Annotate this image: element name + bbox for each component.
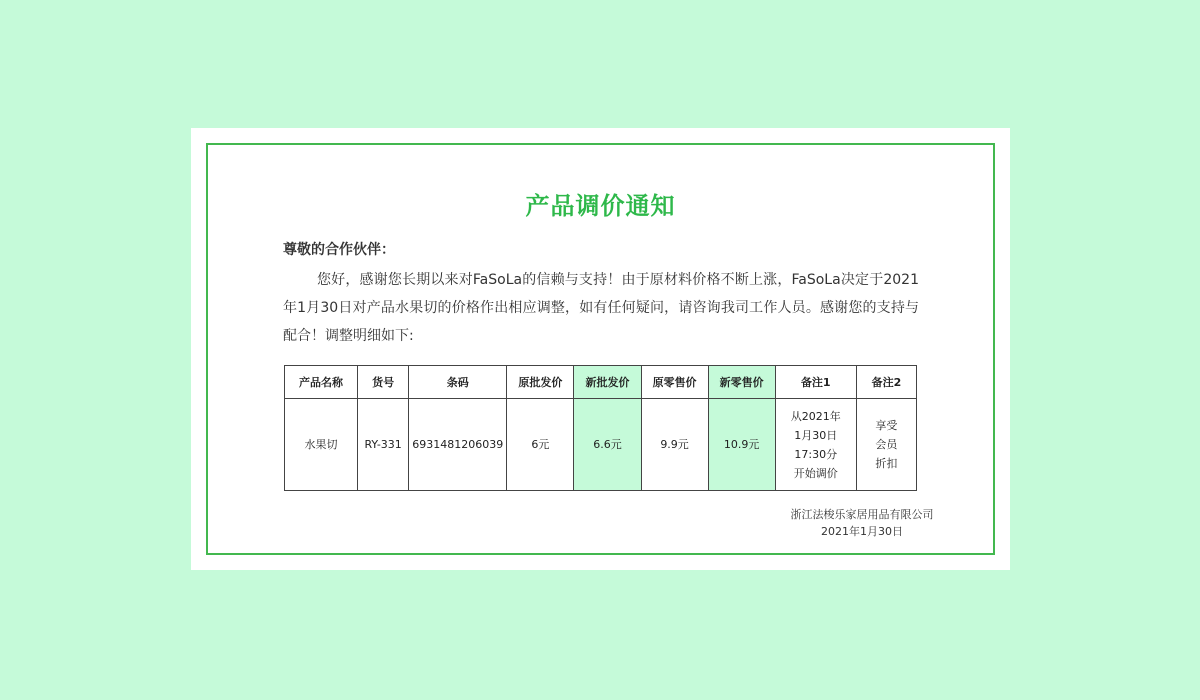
table-row — [285, 399, 917, 491]
header-old-wholesale: 原批发价 — [507, 366, 574, 399]
notice-card — [191, 128, 1010, 570]
note1-line: 1月30日 — [794, 428, 838, 442]
cell-note2 — [856, 399, 916, 491]
cell-sku: RY-331 — [358, 399, 409, 491]
note1-line: 开始调价 — [793, 466, 838, 480]
cell-new-retail: 10.9元 — [708, 399, 775, 491]
note2-line: 享受 — [875, 419, 898, 432]
price-table — [284, 365, 917, 491]
table-header-row — [285, 366, 917, 399]
signature-date: 2021年1月30日 — [821, 525, 903, 538]
header-barcode: 条码 — [409, 366, 507, 399]
note2-line: 折扣 — [875, 457, 898, 470]
notice-body: 您好，感谢您长期以来对FaSoLa的信赖与支持！由于原材料价格不断上涨，FaSoLa决定于2021年1月30日对产品水果切的价格作出相应调整，如有任何疑问，请咨询我司工作人员。感谢您的支持与配合！调整明细如下: — [283, 272, 919, 344]
cell-barcode: 6931481206039 — [409, 399, 507, 491]
header-product-name: 产品名称 — [285, 366, 358, 399]
header-note1: 备注1 — [775, 366, 856, 399]
notice-title: 产品调价通知 — [525, 192, 676, 220]
cell-product-name: 水果切 — [285, 399, 358, 491]
signature-block — [757, 506, 967, 540]
cell-note1 — [775, 399, 856, 491]
cell-old-wholesale: 6元 — [507, 399, 574, 491]
company-name: 浙江法梭乐家居用品有限公司 — [790, 508, 934, 521]
header-old-retail: 原零售价 — [641, 366, 708, 399]
header-new-wholesale: 新批发价 — [574, 366, 641, 399]
header-sku: 货号 — [358, 366, 409, 399]
note1-line: 17:30分 — [794, 447, 838, 461]
cell-new-wholesale: 6.6元 — [574, 399, 641, 491]
header-note2: 备注2 — [856, 366, 916, 399]
note1-line: 从2021年 — [790, 409, 841, 423]
greeting: 尊敬的合作伙伴： — [283, 242, 395, 258]
cell-old-retail: 9.9元 — [641, 399, 708, 491]
header-new-retail: 新零售价 — [708, 366, 775, 399]
note2-line: 会员 — [875, 438, 898, 451]
